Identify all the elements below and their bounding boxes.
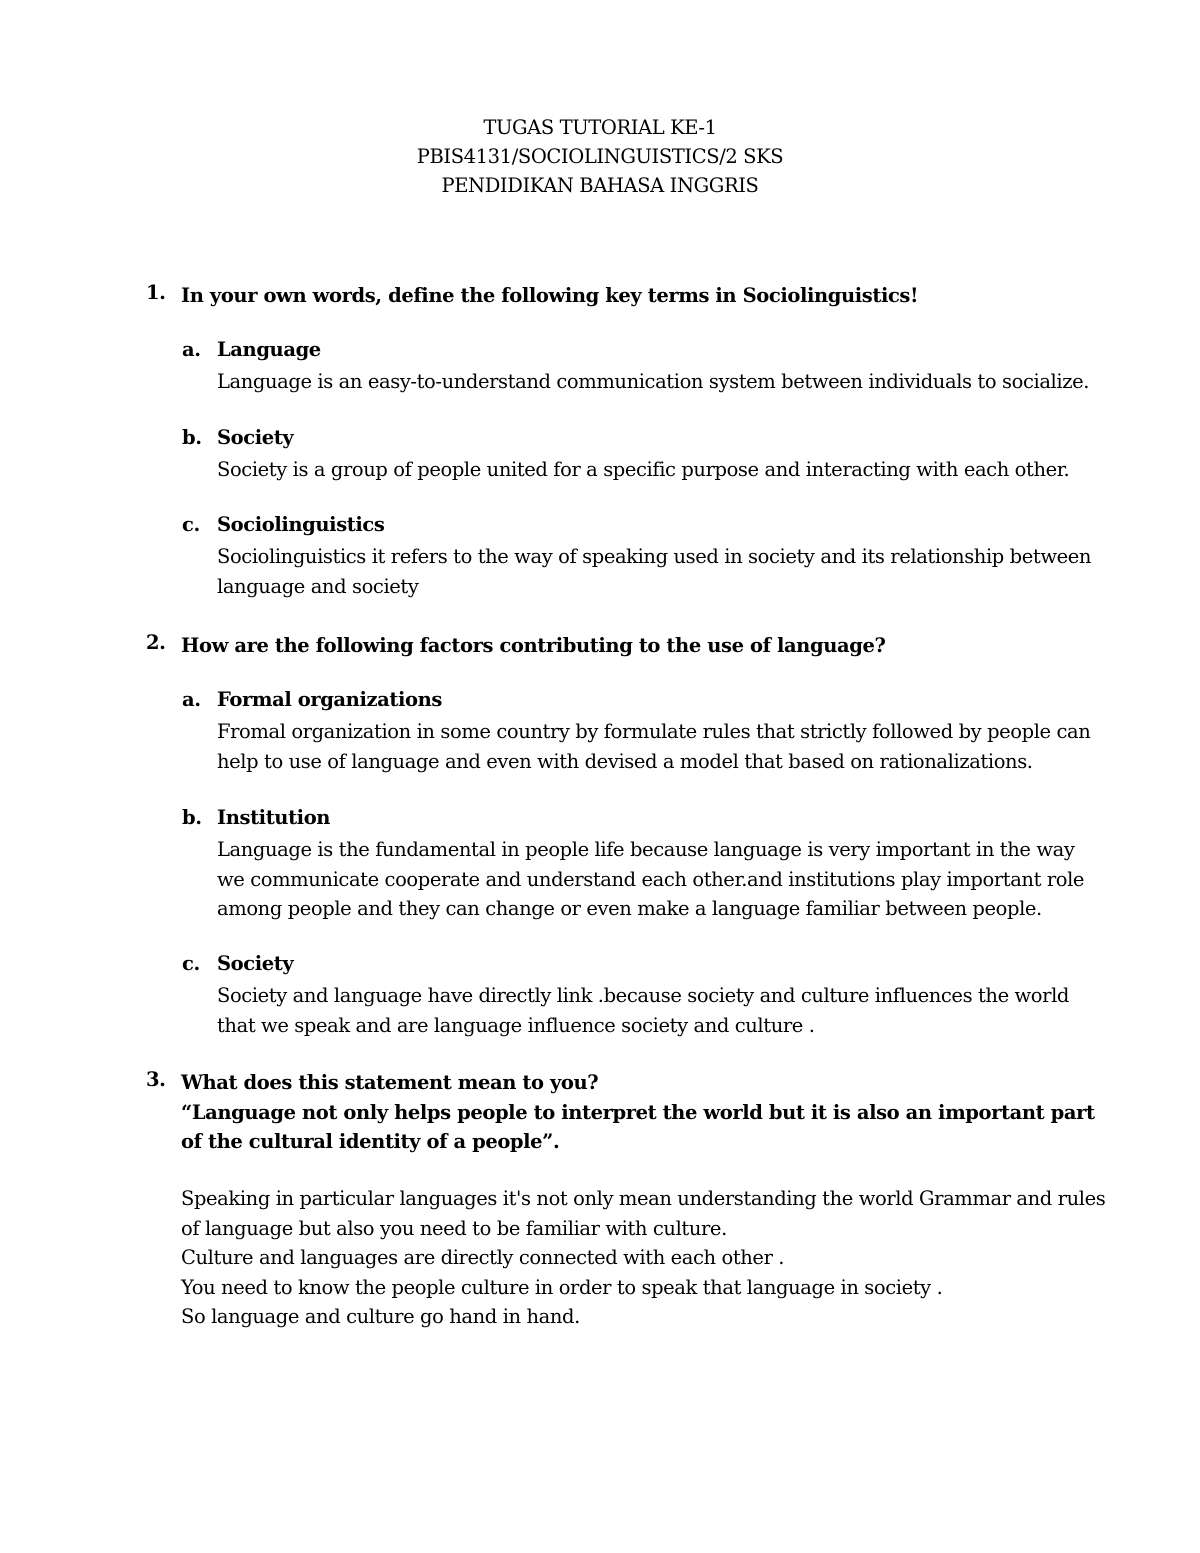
q3-answer — [181, 1184, 1106, 1332]
item-answer: Society is a group of people united for a specific purpose and interacting with each other. — [217, 458, 1070, 481]
item-letter: b. — [182, 806, 202, 829]
answer-line: Culture and languages are directly connected with each other . — [181, 1246, 785, 1269]
item-letter: b. — [182, 426, 202, 449]
item-letter: c. — [182, 952, 200, 975]
item-term: Society — [217, 426, 294, 449]
answer-line: Speaking in particular languages it's not only mean understanding the world Grammar and rules — [181, 1187, 1106, 1210]
item-answer: Language is an easy-to-understand communication system between individuals to socialize. — [217, 370, 1090, 393]
answer-line: of language but also you need to be familiar with culture. — [181, 1216, 727, 1240]
item-answer: Language is the fundamental in people life because language is very important in the way we communicate cooperate and understand each other.and institutions play important role among people and they can change or even make a language familiar between people. — [217, 838, 1085, 920]
item-term: Language — [217, 338, 321, 361]
header-program: PENDIDIKAN BAHASA INGGRIS — [441, 174, 759, 197]
header-title: TUGAS TUTORIAL KE-1 — [483, 116, 717, 139]
question-number: 2. — [146, 631, 166, 654]
question-text: What does this statement mean to you? — [181, 1071, 599, 1094]
question-text: How are the following factors contributing to the use of language? — [181, 634, 886, 657]
answer-line: You need to know the people culture in order to speak that language in society . — [181, 1275, 943, 1299]
item-answer: Sociolinguistics it refers to the way of speaking used in society and its relationship between language and society — [217, 545, 1092, 598]
item-answer: Society and language have directly link .because society and culture influences the world that we speak and are language influence society and culture . — [217, 984, 1069, 1037]
header-course: PBIS4131/SOCIOLINGUISTICS/2 SKS — [416, 145, 784, 168]
question-quote: “Language not only helps people to interpret the world but it is also an important part of the cultural identity of a people”. — [181, 1100, 1095, 1153]
document-header — [0, 113, 1200, 200]
item-term: Society — [217, 952, 294, 975]
question-number: 3. — [146, 1068, 166, 1091]
item-letter: a. — [182, 338, 201, 361]
question-number: 1. — [146, 281, 166, 304]
answer-line: So language and culture go hand in hand. — [181, 1305, 580, 1328]
item-letter: a. — [182, 688, 201, 711]
question-block — [181, 1068, 1101, 1157]
item-term: Sociolinguistics — [217, 513, 385, 536]
item-term: Institution — [217, 806, 331, 829]
item-letter: c. — [182, 513, 200, 536]
item-answer: Fromal organization in some country by formulate rules that strictly followed by people can help to use of language and even with devised a model that based on rationalizations. — [217, 720, 1091, 773]
question-text: In your own words, define the following key terms in Sociolinguistics! — [181, 284, 919, 307]
item-term: Formal organizations — [217, 688, 442, 711]
